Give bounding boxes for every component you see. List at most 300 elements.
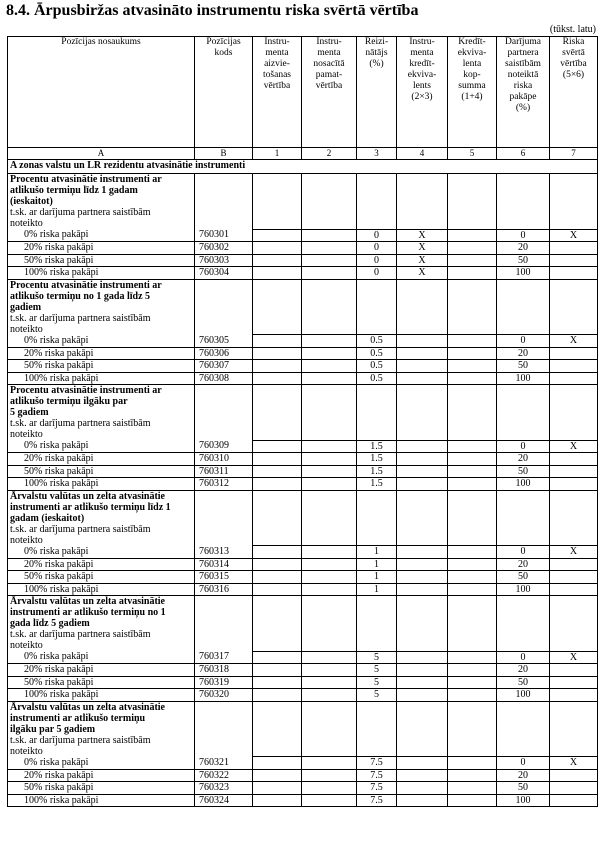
column-header-line: Pozīcijas nosaukums	[61, 37, 141, 47]
table-row	[8, 440, 598, 453]
column-header-line: lents	[413, 81, 431, 91]
risk-weight-cell: 20	[497, 347, 550, 360]
credit-sum-cell	[448, 242, 497, 255]
group-title-line: Procentu atvasinātie instrumenti ar	[10, 279, 162, 291]
value-cell-2	[302, 571, 357, 584]
credit-equivalent-cell: X	[397, 267, 448, 280]
group-title-line: instrumenti ar atlikušo termiņu līdz 1	[10, 501, 171, 513]
empty-cell	[195, 596, 253, 652]
risk-weight-cell: 100	[497, 372, 550, 385]
empty-cell	[253, 385, 302, 441]
credit-equivalent-cell	[397, 651, 448, 664]
value-cell-2	[302, 558, 357, 571]
column-header-line: kop-	[463, 70, 481, 80]
risk-weight-cell: 20	[497, 453, 550, 466]
multiplier-cell: 0.5	[357, 335, 397, 348]
group-header-row	[8, 701, 598, 757]
empty-cell	[357, 596, 397, 652]
table-row	[8, 558, 598, 571]
group-title-line: ilgāku par 5 gadiem	[10, 723, 96, 735]
empty-cell	[302, 596, 357, 652]
value-cell-1	[253, 689, 302, 702]
row-name: 20% riska pakāpi	[8, 664, 195, 677]
row-name: 0% riska pakāpi	[8, 229, 195, 242]
group-header-row	[8, 596, 598, 652]
risk-weighted-value-cell: X	[550, 440, 598, 453]
risk-weighted-value-cell	[550, 254, 598, 267]
risk-weighted-value-cell	[550, 267, 598, 280]
credit-sum-cell	[448, 440, 497, 453]
credit-sum-cell	[448, 689, 497, 702]
empty-cell	[195, 385, 253, 441]
empty-cell	[397, 596, 448, 652]
multiplier-cell: 0	[357, 229, 397, 242]
multiplier-cell: 0	[357, 254, 397, 267]
column-letter: 2	[302, 148, 357, 160]
row-name: 50% riska pakāpi	[8, 676, 195, 689]
empty-cell	[253, 596, 302, 652]
value-cell-2	[302, 453, 357, 466]
credit-equivalent-cell	[397, 583, 448, 596]
empty-cell	[550, 701, 598, 757]
table-row	[8, 453, 598, 466]
value-cell-1	[253, 465, 302, 478]
value-cell-2	[302, 546, 357, 559]
empty-cell	[302, 385, 357, 441]
empty-cell	[448, 490, 497, 546]
row-name: 20% riska pakāpi	[8, 347, 195, 360]
row-name: 20% riska pakāpi	[8, 453, 195, 466]
table-row	[8, 478, 598, 491]
group-header-row	[8, 279, 598, 335]
column-header-line: Instru-	[409, 37, 435, 47]
credit-equivalent-cell	[397, 676, 448, 689]
value-cell-1	[253, 478, 302, 491]
value-cell-1	[253, 782, 302, 795]
credit-equivalent-cell	[397, 440, 448, 453]
column-header-line: ekviva-	[457, 48, 487, 58]
empty-cell	[253, 701, 302, 757]
value-cell-2	[302, 794, 357, 807]
value-cell-1	[253, 769, 302, 782]
empty-cell	[302, 701, 357, 757]
multiplier-cell: 5	[357, 651, 397, 664]
group-title	[8, 279, 195, 335]
multiplier-cell: 5	[357, 676, 397, 689]
table-row	[8, 651, 598, 664]
credit-equivalent-cell	[397, 465, 448, 478]
credit-sum-cell	[448, 676, 497, 689]
group-subtitle-line: t.sk. ar darījuma partnera saistībām	[10, 734, 151, 746]
column-header	[448, 37, 497, 148]
multiplier-cell: 1	[357, 583, 397, 596]
column-header	[302, 37, 357, 148]
multiplier-cell: 7.5	[357, 782, 397, 795]
value-cell-1	[253, 757, 302, 770]
risk-weight-cell: 20	[497, 558, 550, 571]
empty-cell	[550, 385, 598, 441]
row-code: 760323	[195, 782, 253, 795]
risk-weighted-value-cell: X	[550, 651, 598, 664]
multiplier-cell: 5	[357, 689, 397, 702]
value-cell-2	[302, 651, 357, 664]
multiplier-cell: 1	[357, 558, 397, 571]
row-code: 760301	[195, 229, 253, 242]
empty-cell	[302, 279, 357, 335]
row-code: 760321	[195, 757, 253, 770]
multiplier-cell: 1.5	[357, 465, 397, 478]
group-subtitle-line: noteikto	[10, 640, 43, 651]
column-header-line: (%)	[515, 103, 531, 113]
column-header	[357, 37, 397, 148]
group-title-line: Ārvalstu valūtas un zelta atvasinātie	[10, 596, 165, 607]
credit-sum-cell	[448, 335, 497, 348]
column-header-line: noteiktā	[507, 70, 539, 80]
risk-weight-cell: 0	[497, 757, 550, 770]
value-cell-1	[253, 794, 302, 807]
table-row	[8, 335, 598, 348]
credit-sum-cell	[448, 254, 497, 267]
table-row	[8, 757, 598, 770]
value-cell-2	[302, 229, 357, 242]
row-name: 100% riska pakāpi	[8, 267, 195, 280]
column-header	[497, 37, 550, 148]
risk-weight-cell: 50	[497, 254, 550, 267]
unit-label: (tūkst. latu)	[549, 24, 596, 35]
empty-cell	[397, 174, 448, 230]
credit-equivalent-cell	[397, 360, 448, 373]
group-title-line: Procentu atvasinātie instrumenti ar	[10, 174, 162, 185]
table-row	[8, 360, 598, 373]
empty-cell	[357, 701, 397, 757]
empty-cell	[550, 596, 598, 652]
row-name: 0% riska pakāpi	[8, 335, 195, 348]
risk-weighted-value-cell	[550, 583, 598, 596]
group-title	[8, 385, 195, 441]
credit-sum-cell	[448, 782, 497, 795]
group-subtitle-line: noteikto	[10, 323, 43, 335]
empty-cell	[497, 385, 550, 441]
multiplier-cell: 0	[357, 242, 397, 255]
risk-weighted-value-cell	[550, 347, 598, 360]
group-title-line: Procentu atvasinātie instrumenti ar	[10, 385, 162, 396]
empty-cell	[448, 701, 497, 757]
risk-weighted-value-cell	[550, 558, 598, 571]
group-title	[8, 701, 195, 757]
value-cell-1	[253, 440, 302, 453]
risk-weighted-value-cell	[550, 453, 598, 466]
column-letter: A	[8, 148, 195, 160]
multiplier-cell: 7.5	[357, 769, 397, 782]
empty-cell	[253, 279, 302, 335]
row-name: 0% riska pakāpi	[8, 651, 195, 664]
credit-equivalent-cell	[397, 453, 448, 466]
column-header-line: Darījuma	[505, 37, 541, 47]
group-title-line: instrumenti ar atlikušo termiņu	[10, 712, 146, 724]
column-header-line: Instru-	[264, 37, 290, 47]
value-cell-1	[253, 571, 302, 584]
table-row	[8, 242, 598, 255]
row-code: 760311	[195, 465, 253, 478]
column-letters-row	[8, 148, 598, 160]
group-subtitle-line: t.sk. ar darījuma partnera saistībām	[10, 312, 151, 324]
column-letter: 7	[550, 148, 598, 160]
value-cell-1	[253, 558, 302, 571]
table-row	[8, 254, 598, 267]
credit-equivalent-cell: X	[397, 242, 448, 255]
column-header-line: saistībām	[505, 59, 541, 69]
credit-equivalent-cell	[397, 794, 448, 807]
row-code: 760302	[195, 242, 253, 255]
row-name: 50% riska pakāpi	[8, 782, 195, 795]
row-name: 100% riska pakāpi	[8, 372, 195, 385]
credit-sum-cell	[448, 664, 497, 677]
column-header-line: pamat-	[315, 70, 343, 80]
value-cell-1	[253, 664, 302, 677]
empty-cell	[397, 490, 448, 546]
table-row	[8, 782, 598, 795]
risk-weighted-value-cell	[550, 769, 598, 782]
value-cell-1	[253, 676, 302, 689]
risk-weighted-value-cell	[550, 242, 598, 255]
column-header-line: partnera	[507, 48, 539, 58]
risk-weight-cell: 0	[497, 229, 550, 242]
row-name: 0% riska pakāpi	[8, 440, 195, 453]
group-title-line: Ārvalstu valūtas un zelta atvasinātie	[10, 701, 165, 713]
row-code: 760318	[195, 664, 253, 677]
column-header-line: menta	[317, 48, 341, 58]
column-header-line: (5×6)	[562, 70, 585, 80]
credit-equivalent-cell	[397, 769, 448, 782]
risk-weighted-value-cell: X	[550, 229, 598, 242]
row-code: 760313	[195, 546, 253, 559]
value-cell-1	[253, 242, 302, 255]
risk-weight-cell: 50	[497, 465, 550, 478]
value-cell-2	[302, 769, 357, 782]
row-name: 50% riska pakāpi	[8, 571, 195, 584]
credit-equivalent-cell	[397, 571, 448, 584]
row-code: 760314	[195, 558, 253, 571]
value-cell-2	[302, 372, 357, 385]
credit-sum-cell	[448, 360, 497, 373]
risk-weight-cell: 100	[497, 267, 550, 280]
table-row	[8, 229, 598, 242]
row-name: 20% riska pakāpi	[8, 558, 195, 571]
risk-weight-cell: 50	[497, 360, 550, 373]
table-row	[8, 794, 598, 807]
multiplier-cell: 1.5	[357, 478, 397, 491]
row-code: 760308	[195, 372, 253, 385]
column-header-line: Reizi-	[364, 37, 389, 47]
group-subtitle-line: t.sk. ar darījuma partnera saistībām	[10, 207, 151, 218]
group-title-line: gadiem	[10, 301, 42, 313]
credit-sum-cell	[448, 794, 497, 807]
zone-row	[8, 160, 598, 174]
value-cell-2	[302, 242, 357, 255]
page-title: 8.4. Ārpusbiržas atvasināto instrumentu riska svērtā vērtība	[6, 2, 419, 19]
table-row	[8, 769, 598, 782]
credit-equivalent-cell	[397, 782, 448, 795]
risk-weight-cell: 100	[497, 689, 550, 702]
value-cell-1	[253, 583, 302, 596]
multiplier-cell: 5	[357, 664, 397, 677]
risk-weighted-value-cell	[550, 372, 598, 385]
risk-weight-cell: 100	[497, 583, 550, 596]
empty-cell	[497, 279, 550, 335]
column-header-line: (1+4)	[461, 92, 483, 102]
column-header-line: Instru-	[316, 37, 342, 47]
value-cell-1	[253, 347, 302, 360]
value-cell-2	[302, 360, 357, 373]
column-header	[253, 37, 302, 148]
empty-cell	[357, 174, 397, 230]
risk-weight-cell: 100	[497, 794, 550, 807]
row-code: 760315	[195, 571, 253, 584]
group-title	[8, 596, 195, 652]
value-cell-1	[253, 229, 302, 242]
table-row	[8, 689, 598, 702]
table-row	[8, 546, 598, 559]
multiplier-cell: 1	[357, 546, 397, 559]
empty-cell	[497, 174, 550, 230]
group-title-line: gadam (ieskaitot)	[10, 512, 85, 524]
group-title-line: 5 gadiem	[10, 407, 49, 418]
value-cell-1	[253, 335, 302, 348]
group-subtitle-line: noteikto	[10, 218, 43, 229]
value-cell-2	[302, 465, 357, 478]
value-cell-2	[302, 664, 357, 677]
empty-cell	[448, 174, 497, 230]
column-header	[550, 37, 598, 148]
risk-weighted-value-cell	[550, 478, 598, 491]
table-row	[8, 583, 598, 596]
credit-equivalent-cell	[397, 558, 448, 571]
column-letter: 3	[357, 148, 397, 160]
credit-equivalent-cell	[397, 757, 448, 770]
risk-weighted-value-cell: X	[550, 757, 598, 770]
risk-weighted-value-cell	[550, 676, 598, 689]
empty-cell	[357, 490, 397, 546]
column-header-line: (2×3)	[411, 92, 433, 102]
column-header-line: vērtība	[315, 81, 343, 91]
row-code: 760303	[195, 254, 253, 267]
group-subtitle-line: t.sk. ar darījuma partnera saistībām	[10, 629, 151, 640]
row-name: 0% riska pakāpi	[8, 757, 195, 770]
multiplier-cell: 1.5	[357, 453, 397, 466]
column-letter: B	[195, 148, 253, 160]
value-cell-2	[302, 676, 357, 689]
multiplier-cell: 0.5	[357, 360, 397, 373]
column-header-line: kods	[214, 48, 233, 58]
risk-weighted-value-cell	[550, 782, 598, 795]
value-cell-2	[302, 757, 357, 770]
risk-weighted-value-cell	[550, 794, 598, 807]
group-subtitle-line: noteikto	[10, 534, 43, 546]
group-subtitle-line: t.sk. ar darījuma partnera saistībām	[10, 418, 151, 429]
credit-sum-cell	[448, 558, 497, 571]
value-cell-1	[253, 267, 302, 280]
risk-weighted-value-cell	[550, 360, 598, 373]
multiplier-cell: 1	[357, 571, 397, 584]
column-header-line: summa	[458, 81, 486, 91]
empty-cell	[357, 279, 397, 335]
column-header-line: lenta	[462, 59, 482, 69]
risk-weighted-value-cell: X	[550, 546, 598, 559]
column-header-line: kredīt-	[409, 59, 435, 69]
table-row	[8, 347, 598, 360]
zone-title: A zonas valstu un LR rezidentu atvasinātie instrumenti	[8, 160, 598, 174]
column-letter: 6	[497, 148, 550, 160]
column-letter: 5	[448, 148, 497, 160]
credit-equivalent-cell: X	[397, 229, 448, 242]
column-header-line: ekviva-	[407, 70, 437, 80]
empty-cell	[195, 701, 253, 757]
credit-sum-cell	[448, 651, 497, 664]
risk-weight-cell: 20	[497, 769, 550, 782]
row-name: 100% riska pakāpi	[8, 689, 195, 702]
table-row	[8, 571, 598, 584]
table-row	[8, 372, 598, 385]
group-title	[8, 490, 195, 546]
multiplier-cell: 7.5	[357, 757, 397, 770]
credit-equivalent-cell	[397, 546, 448, 559]
group-title-line: gada līdz 5 gadiem	[10, 618, 90, 629]
row-name: 20% riska pakāpi	[8, 769, 195, 782]
column-header-line: Kredīt-	[458, 37, 486, 47]
risk-weight-cell: 0	[497, 335, 550, 348]
group-title-line: atlikušo termiņu ilgāku par	[10, 396, 128, 407]
risk-weight-cell: 50	[497, 676, 550, 689]
column-header-line: vērtība	[560, 59, 587, 69]
row-code: 760305	[195, 335, 253, 348]
empty-cell	[397, 279, 448, 335]
group-title-line: instrumenti ar atlikušo termiņu no 1	[10, 607, 166, 618]
value-cell-1	[253, 372, 302, 385]
value-cell-2	[302, 254, 357, 267]
empty-cell	[195, 490, 253, 546]
empty-cell	[448, 385, 497, 441]
group-title-line: (ieskaitot)	[10, 196, 53, 207]
credit-equivalent-cell	[397, 335, 448, 348]
empty-cell	[397, 385, 448, 441]
column-header-line: Riska	[562, 37, 585, 47]
empty-cell	[253, 174, 302, 230]
group-title	[8, 174, 195, 230]
column-header-line: vērtība	[263, 81, 291, 91]
column-header-line: Pozīcijas	[206, 37, 241, 47]
table-row	[8, 664, 598, 677]
column-header-line: (%)	[369, 59, 384, 69]
row-code: 760319	[195, 676, 253, 689]
risk-weight-cell: 0	[497, 651, 550, 664]
empty-cell	[448, 596, 497, 652]
table-row	[8, 465, 598, 478]
column-header-line: tošanas	[263, 70, 291, 80]
credit-sum-cell	[448, 267, 497, 280]
credit-sum-cell	[448, 478, 497, 491]
row-name: 100% riska pakāpi	[8, 583, 195, 596]
column-header	[195, 37, 253, 148]
value-cell-1	[253, 254, 302, 267]
group-header-row	[8, 490, 598, 546]
risk-weight-cell: 0	[497, 440, 550, 453]
risk-weight-cell: 20	[497, 242, 550, 255]
row-name: 100% riska pakāpi	[8, 478, 195, 491]
column-header-line: pakāpe	[509, 92, 537, 102]
risk-weighted-value-cell	[550, 664, 598, 677]
value-cell-2	[302, 782, 357, 795]
credit-sum-cell	[448, 583, 497, 596]
